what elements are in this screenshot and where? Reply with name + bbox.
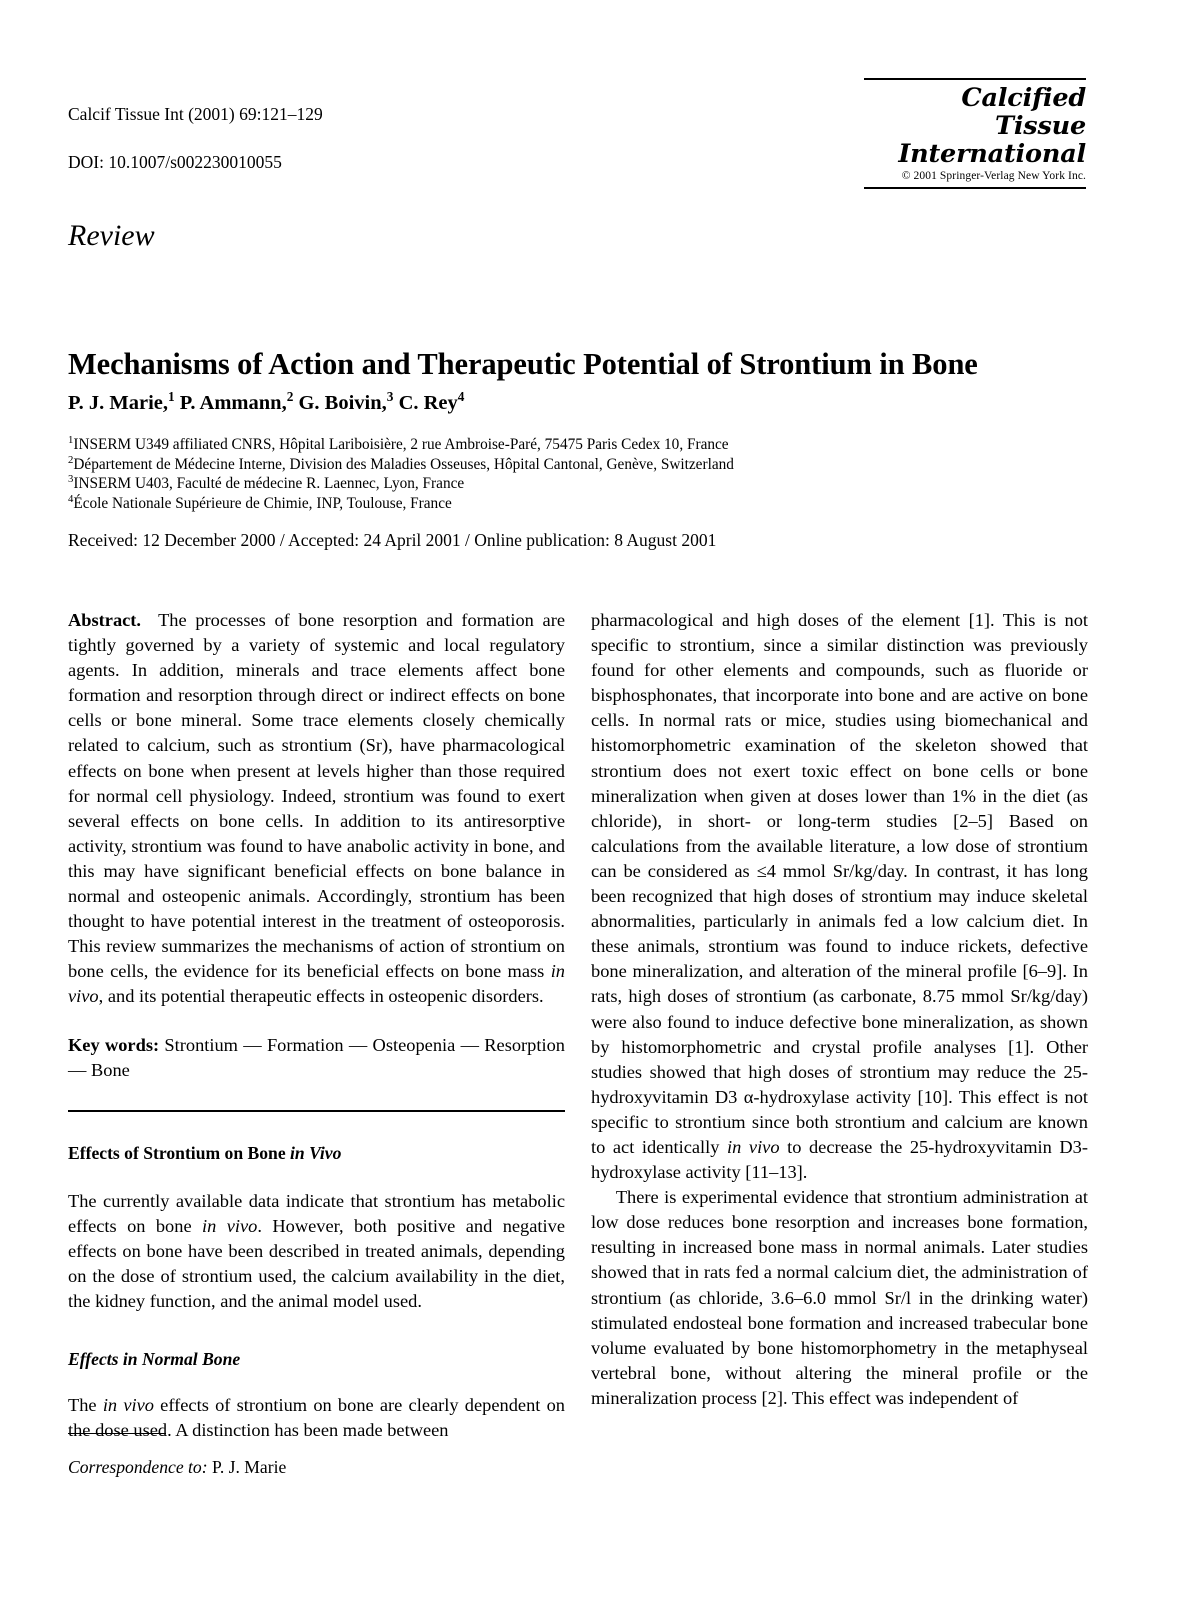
author-name: P. J. Marie,$^1$	[68, 389, 175, 414]
correspondence-footnote	[68, 1433, 565, 1479]
section-heading-text: Effects of Strontium on Bone	[68, 1142, 291, 1163]
affiliation-list	[68, 435, 1086, 513]
subsection-heading-normal-bone: Effects in Normal Bone	[68, 1349, 241, 1370]
body-paragraph: There is experimental evidence that strontium administration at low dose reduces bone resorption and increases bone formation, resulting in increased bone mass in normal animals. Later studies showed that in rats fed a normal calcium diet, the administration of strontium (as chloride, 3.6–6.0 mmol Sr/l in the drinking water) stimulated endosteal bone formation and increased trabecular bone volume evaluated by bone histomorphometry in the metaphyseal vertebral bone, without altering the mineral profile or the mineralization process [2]. This effect was independent of	[591, 1187, 1088, 1408]
abstract-label: Abstract.	[68, 610, 142, 630]
paragraph-text: The currently available data indicate that strontium has metabolic effects on bone	[68, 1190, 565, 1236]
journal-doi: DOI: 10.1007/s002230010055	[68, 152, 282, 172]
column-right	[591, 608, 1088, 1411]
author-affiliation-marker: 2	[286, 389, 294, 405]
paragraph-text-tail: effects of strontium on bone are clearly dependent on the dose used. A distinction has been made between	[68, 1395, 565, 1441]
keywords-label: Key words:	[68, 1034, 160, 1055]
page-title: Mechanisms of Action and Therapeutic Potential of Strontium in Bone	[68, 347, 978, 382]
paragraph-text-tail: to decrease the 25-hydroxyvitamin D3-hydroxylase activity [11–13].	[591, 1136, 1088, 1183]
footnote-rule	[68, 1433, 166, 1434]
author-name: P. Ammann,$^2$	[179, 389, 294, 414]
column-left	[68, 608, 565, 1443]
affiliation-marker: 2	[68, 453, 74, 466]
paragraph-text: pharmacological and high doses of the element [1]. This is not specific to strontium, since a similar distinction was previously found for other elements and compounds, such as fluoride or bisphosphonates, that incorporate into bone and are active on bone cells. In normal rats or mice, studies using biomechanical and histomorphometric examination of the skeleton showed that strontium does not exert toxic effect on bone cells or bone mineralization when given at doses lower than 1% in the diet (as chloride), in short- or long-term studies [2–5] Based on calculations from the available literature, a low dose of strontium can be considered as ≤4 mmol Sr/kg/day. In contrast, it has long been recognized that high doses of strontium may induce skeletal abnormalities, particularly in animals fed a low calcium diet. In these animals, strontium was found to induce rickets, defective bone mineralization, and alteration of the mineral profile [6–9]. In rats, high doses of strontium (as carbonate, 8.75 mmol Sr/kg/day) were also found to induce defective bone mineralization, as shown by histomorphometric and crystal profile analyses [1]. Other studies showed that high doses of strontium may reduce the 25-hydroxyvitamin D3 α-hydroxylase activity [10]. This effect is not specific to strontium since both strontium and calcium are known to act identically	[591, 610, 1088, 1157]
correspondence-value: P. J. Marie	[207, 1457, 287, 1477]
masthead-title	[864, 84, 1086, 168]
abstract-italic-term: in vivo	[68, 961, 565, 1007]
footnote-text	[68, 1456, 565, 1479]
author-name: C. Rey$^4$	[398, 389, 465, 414]
affiliation-marker: 4	[68, 492, 74, 505]
affiliation-marker: 1	[68, 433, 74, 446]
paragraph-italic-term: in vivo	[102, 1395, 154, 1416]
paragraph-text: The	[68, 1395, 103, 1416]
affiliation-text: Département de Médecine Interne, Division des Maladies Osseuses, Hôpital Cantonal, Genève, Switzerland	[73, 455, 734, 473]
section-heading-effects-in-vivo	[68, 1142, 565, 1165]
section-heading-italic: in Vivo	[290, 1142, 342, 1163]
affiliation-text: INSERM U349 affiliated CNRS, Hôpital Lariboisière, 2 rue Ambroise-Paré, 75475 Paris Cedex 10, France	[73, 436, 729, 453]
journal-citation-line: Calcif Tissue Int (2001) 69:121–129	[68, 104, 323, 124]
author-affiliation-marker: 3	[386, 389, 394, 405]
masthead-title-line2: International	[898, 139, 1086, 169]
masthead-top-rule	[864, 78, 1086, 80]
affiliation-item	[68, 455, 1086, 475]
publication-dates: Received: 12 December 2000 / Accepted: 24 April 2001 / Online publication: 8 August 2001	[68, 530, 717, 550]
body-paragraph	[68, 1189, 565, 1314]
journal-citation	[68, 78, 323, 198]
correspondence-label: Correspondence to:	[68, 1457, 208, 1477]
abstract-text-tail: , and its potential therapeutic effects in osteopenic disorders.	[98, 986, 544, 1007]
author-affiliation-marker: 1	[168, 389, 175, 405]
affiliation-marker: 3	[68, 473, 74, 486]
paragraph-italic-term: in vivo	[727, 1136, 780, 1157]
masthead-bottom-rule	[864, 187, 1086, 189]
masthead-title-line1: Calcified Tissue	[961, 83, 1086, 141]
journal-masthead	[864, 78, 1086, 189]
affiliation-item	[68, 435, 1086, 455]
article-type-kicker: Review	[68, 219, 155, 252]
affiliation-item	[68, 494, 1086, 514]
author-name: G. Boivin,$^3$	[298, 389, 394, 414]
keywords-text: Strontium — Formation — Osteopenia — Resorption — Bone	[68, 1034, 565, 1080]
spacer	[68, 1314, 565, 1348]
affiliation-item	[68, 474, 1086, 494]
affiliation-text: École Nationale Supérieure de Chimie, INP, Toulouse, France	[73, 494, 452, 512]
author-list	[68, 390, 1086, 416]
section-divider-rule	[68, 1110, 565, 1112]
affiliation-text: INSERM U403, Faculté de médecine R. Laennec, Lyon, France	[73, 475, 465, 493]
abstract-text: The processes of bone resorption and formation are tightly governed by a variety of systemic and local regulatory agents. In addition, minerals and trace elements affect bone formation and resorption through direct or indirect effects on bone cells or bone mineral. Some trace elements closely chemically related to calcium, such as strontium (Sr), have pharmacological effects on bone when present at levels higher than those required for normal cell physiology. Indeed, strontium was found to exert several effects on bone cells. In addition to its antiresorptive activity, strontium was found to have anabolic activity in bone, and this may have significant beneficial effects on bone balance in normal and osteopenic animals. Accordingly, strontium has been thought to have potential interest in the treatment of osteoporosis. This review summarizes the mechanisms of action of strontium on bone cells, the evidence for its beneficial effects on bone mass	[68, 610, 565, 982]
spacer	[68, 1010, 565, 1033]
keywords-paragraph	[68, 1033, 565, 1083]
body-paragraph	[591, 608, 1088, 1185]
masthead-copyright: © 2001 Springer-Verlag New York Inc.	[901, 170, 1086, 182]
abstract-paragraph	[68, 608, 565, 1010]
paragraph-italic-term: in vivo	[202, 1215, 258, 1236]
paragraph-text-tail: . However, both positive and negative effects on bone have been described in treated animals, depending on the dose of strontium used, the calcium availability in the diet, the kidney function, and the animal model used.	[68, 1215, 565, 1312]
author-affiliation-marker: 4	[457, 389, 465, 405]
page-header	[68, 78, 1086, 188]
